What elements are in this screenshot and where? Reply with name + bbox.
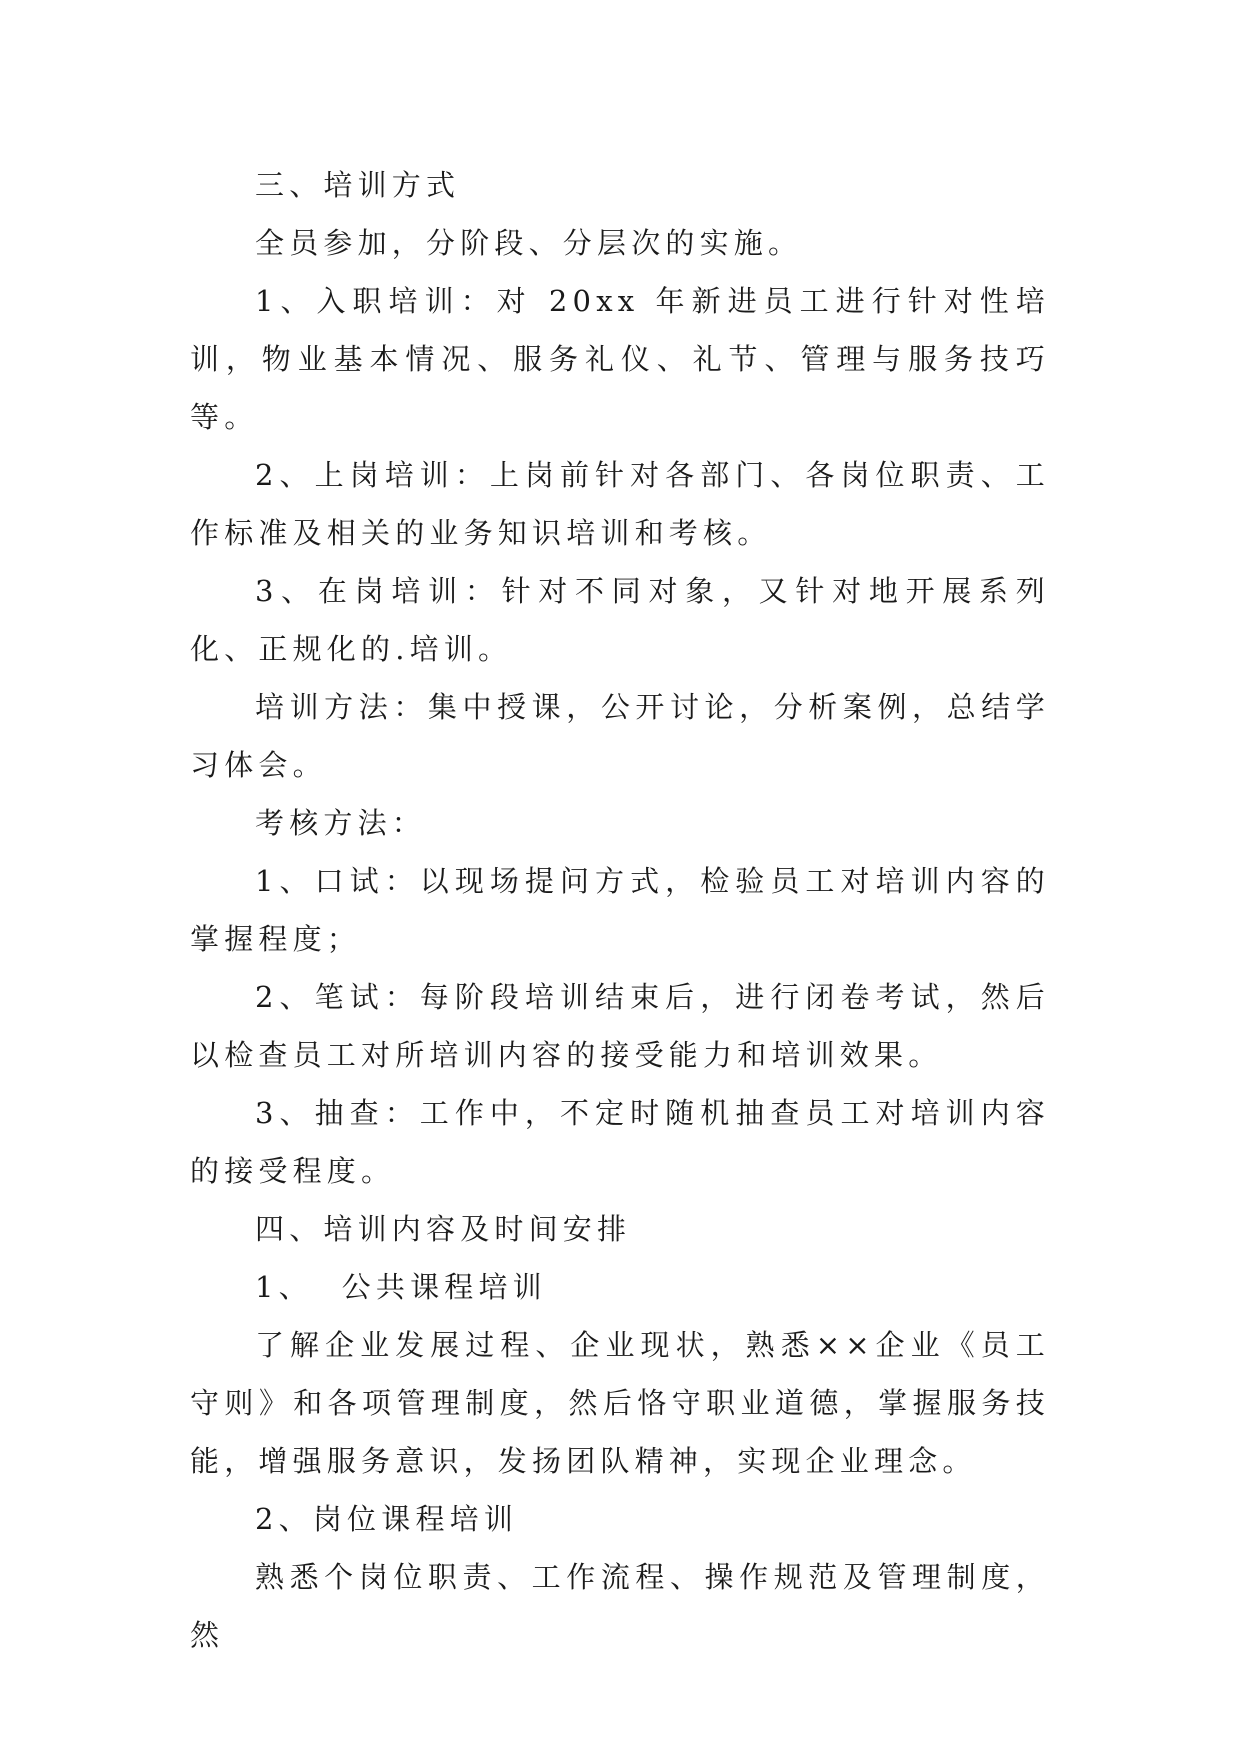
paragraph: 全员参加，分阶段、分层次的实施。 xyxy=(255,226,803,260)
paragraph: 3、在岗培训：针对不同对象，又针对地开展系列化、正规化的.培训。 xyxy=(190,574,1050,666)
paragraph: 考核方法： xyxy=(255,806,427,840)
subheading-position-course: 2、岗位课程培训 xyxy=(255,1502,519,1536)
document-body xyxy=(190,156,1050,1664)
paragraph: 1、入职培训：对 20xx 年新进员工进行针对性培训，物业基本情况、服务礼仪、礼节、管理与服务技巧等。 xyxy=(190,284,1050,434)
paragraph: 熟悉个岗位职责、工作流程、操作规范及管理制度，然 xyxy=(190,1560,1050,1652)
section-heading-training-content: 四、培训内容及时间安排 xyxy=(255,1212,632,1246)
paragraph: 2、笔试：每阶段培训结束后，进行闭卷考试，然后以检查员工对所培训内容的接受能力和培训效果。 xyxy=(190,980,1050,1072)
paragraph: 培训方法：集中授课，公开讨论，分析案例，总结学习体会。 xyxy=(190,690,1050,782)
paragraph: 了解企业发展过程、企业现状，熟悉××企业《员工守则》和各项管理制度，然后恪守职业道德，掌握服务技能，增强服务意识，发扬团队精神，实现企业理念。 xyxy=(190,1328,1050,1478)
paragraph: 1、口试：以现场提问方式，检验员工对培训内容的掌握程度； xyxy=(190,864,1050,956)
subheading-public-course: 1、 公共课程培训 xyxy=(255,1270,547,1304)
paragraph: 2、上岗培训：上岗前针对各部门、各岗位职责、工作标准及相关的业务知识培训和考核。 xyxy=(190,458,1050,550)
paragraph: 3、抽查：工作中，不定时随机抽查员工对培训内容的接受程度。 xyxy=(190,1096,1050,1188)
section-heading-training-methods: 三、培训方式 xyxy=(255,168,461,202)
